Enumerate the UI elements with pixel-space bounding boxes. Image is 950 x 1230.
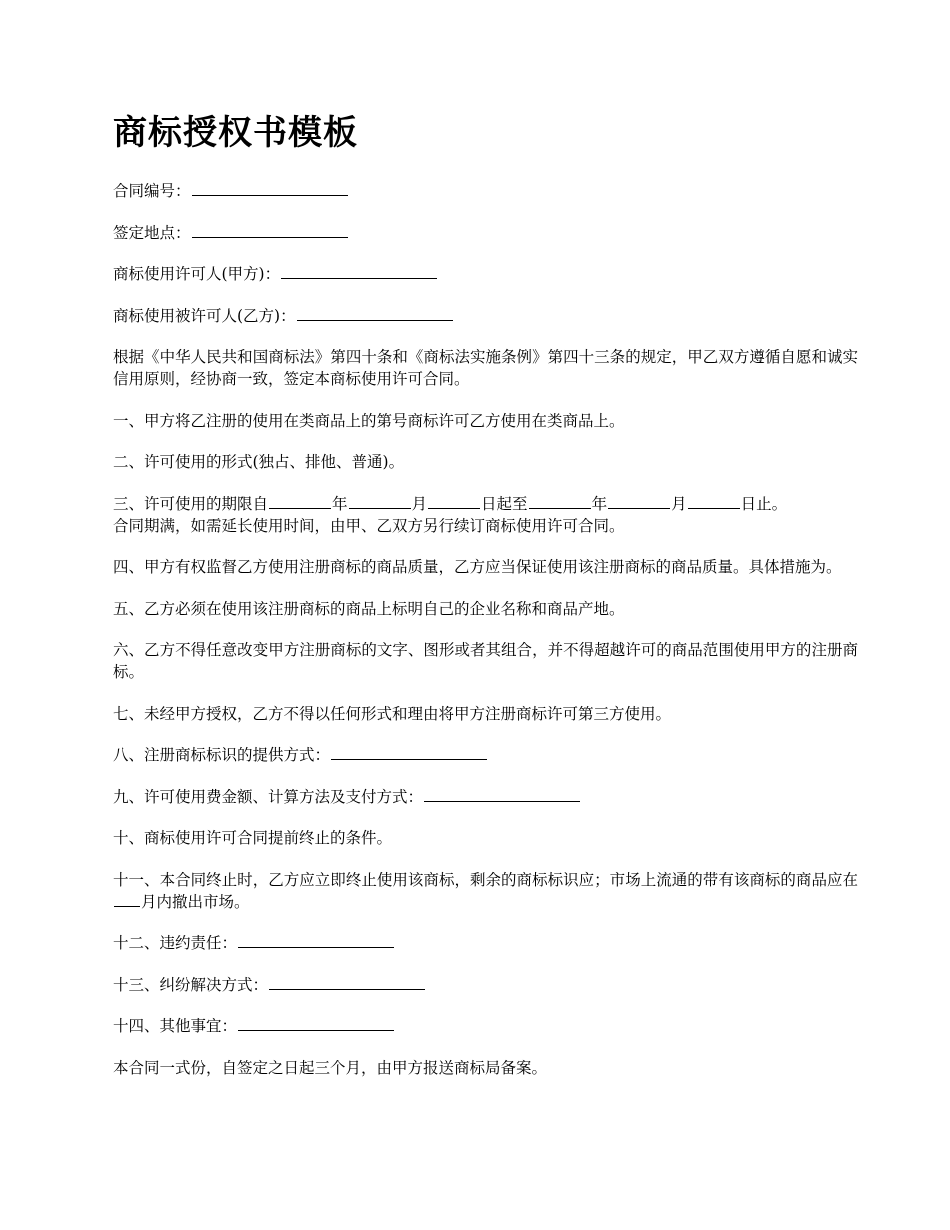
clause-9-label: 九、许可使用费金额、计算方法及支付方式： xyxy=(113,787,424,806)
licensor-label: 商标使用许可人(甲方)： xyxy=(113,265,281,283)
sign-place-blank[interactable] xyxy=(192,222,348,238)
licensee-label: 商标使用被许可人(乙方)： xyxy=(113,306,296,325)
clause-3 xyxy=(113,493,858,537)
clause-3-month-1: 月 xyxy=(411,494,428,513)
clause-10: 十、商标使用许可合同提前终止的条件。 xyxy=(113,829,393,847)
clause-14-label: 十四、其他事宜： xyxy=(113,1017,238,1035)
sign-place-line xyxy=(113,222,858,244)
clause-5: 五、乙方必须在使用该注册商标的商品上标明自己的企业名称和商品产地。 xyxy=(113,599,625,618)
clause-9-blank[interactable] xyxy=(424,786,580,802)
clause-12 xyxy=(113,932,858,954)
preamble-paragraph: 根据《中华人民共和国商标法》第四十条和《商标法实施条例》第四十三条的规定，甲乙双方遵循自愿和诚实信用原则，经协商一致，签定本商标使用许可合同。 xyxy=(113,348,858,388)
clause-11 xyxy=(113,869,858,913)
clause-11-suffix: 月内撤出市场。 xyxy=(141,892,250,911)
clause-13 xyxy=(113,974,858,996)
clause-3-year-2: 年 xyxy=(591,494,608,513)
end-month-blank[interactable] xyxy=(608,493,670,509)
sign-place-label: 签定地点： xyxy=(113,223,191,242)
start-month-blank[interactable] xyxy=(349,493,411,509)
clause-4: 四、甲方有权监督乙方使用注册商标的商品质量，乙方应当保证使用该注册商标的商品质量。具体措施为。 xyxy=(113,558,842,576)
licensee-blank[interactable] xyxy=(297,305,453,321)
clause-2: 二、许可使用的形式(独占、排他、普通)。 xyxy=(113,453,405,471)
start-day-blank[interactable] xyxy=(428,493,480,509)
clause-11-prefix: 十一、本合同终止时，乙方应立即终止使用该商标，剩余的商标标识应；市场上流通的带有该商标的商品应在 xyxy=(113,870,858,889)
licensee-line xyxy=(113,305,858,327)
licensor-line xyxy=(113,263,858,285)
clause-11-months-blank[interactable] xyxy=(114,891,140,907)
clause-3-date-line xyxy=(113,495,787,513)
contract-document xyxy=(113,108,858,1098)
contract-number-blank[interactable] xyxy=(192,180,348,196)
clause-12-blank[interactable] xyxy=(238,932,394,948)
clause-8-label: 八、注册商标标识的提供方式： xyxy=(113,746,331,764)
clause-6: 六、乙方不得任意改变甲方注册商标的文字、图形或者其组合，并不得超越许可的商品范围使用甲方的注册商标。 xyxy=(113,641,858,681)
clause-3-rest: 合同期满，如需延长使用时间，由甲、乙双方另行续订商标使用许可合同。 xyxy=(113,516,625,535)
clause-12-label: 十二、违约责任： xyxy=(113,934,238,952)
closing-paragraph: 本合同一式份，自签定之日起三个月，由甲方报送商标局备案。 xyxy=(113,1058,548,1077)
clause-13-blank[interactable] xyxy=(269,974,425,990)
clause-3-until: 日止。 xyxy=(740,494,788,513)
end-day-blank[interactable] xyxy=(688,493,740,509)
licensor-blank[interactable] xyxy=(281,263,437,279)
contract-number-label: 合同编号： xyxy=(113,182,191,200)
clause-8-blank[interactable] xyxy=(331,744,487,760)
contract-number-line xyxy=(113,180,858,202)
start-year-blank[interactable] xyxy=(269,493,331,509)
clause-13-label: 十三、纠纷解决方式： xyxy=(113,975,269,994)
clause-3-year-1: 年 xyxy=(332,494,348,513)
clause-7: 七、未经甲方授权，乙方不得以任何形式和理由将甲方注册商标许可第三方使用。 xyxy=(113,704,672,723)
clause-1: 一、甲方将乙注册的使用在类商品上的第号商标许可乙方使用在类商品上。 xyxy=(113,411,625,430)
clause-14-blank[interactable] xyxy=(238,1015,394,1031)
clause-14 xyxy=(113,1015,858,1037)
document-title: 商标授权书模板 xyxy=(113,113,358,153)
end-year-blank[interactable] xyxy=(529,493,591,509)
clause-8 xyxy=(113,744,858,766)
clause-3-prefix: 三、许可使用的期限自 xyxy=(113,494,269,513)
clause-9 xyxy=(113,786,858,808)
clause-3-month-2: 月 xyxy=(671,494,687,513)
clause-3-from: 日起至 xyxy=(481,494,528,513)
